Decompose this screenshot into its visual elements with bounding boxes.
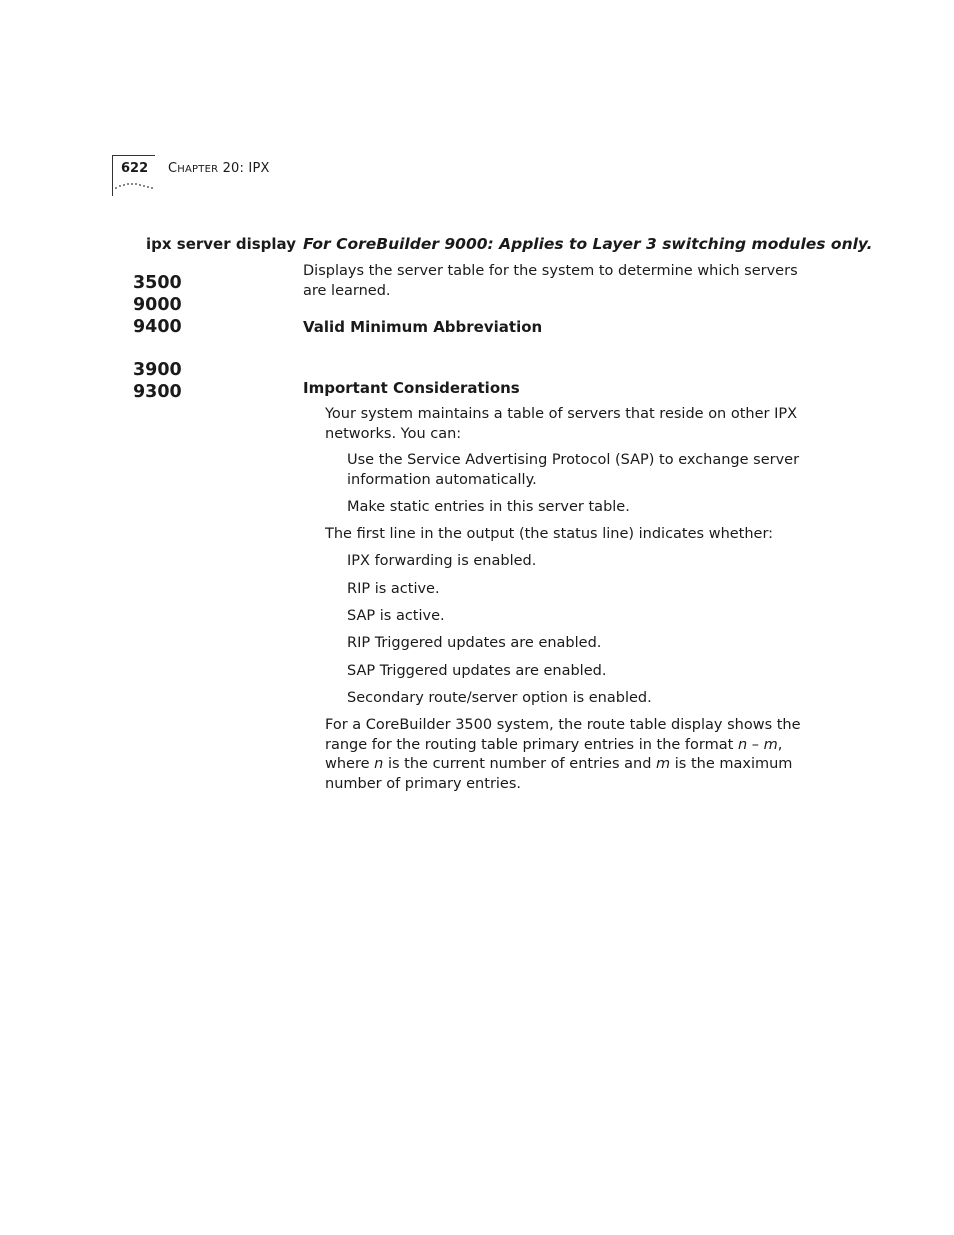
- chapter-title: CHAPTER 20: IPX: [168, 161, 270, 176]
- list-item: Secondary route/server option is enabled.: [347, 690, 652, 706]
- command-name: ipx server display: [146, 235, 296, 253]
- route-table-paragraph: For a CoreBuilder 3500 system, the route table display shows the range for the routing table primary entries in the format n – m, where n is the current number of entries and m is the maximum number of primary entries.: [325, 717, 801, 793]
- platform-3900: 3900: [133, 360, 182, 380]
- list-item: Make static entries in this server table.: [347, 499, 630, 515]
- applies-to-note: For CoreBuilder 9000: Applies to Layer 3 switching modules only.: [303, 235, 873, 253]
- page-number: 622: [121, 161, 149, 176]
- command-description: Displays the server table for the system to determine which servers are learned.: [303, 263, 798, 299]
- list-item: IPX forwarding is enabled.: [347, 553, 537, 569]
- platform-9000: 9000: [133, 295, 182, 315]
- platform-3500: 3500: [133, 273, 182, 293]
- valid-min-abbrev-heading: Valid Minimum Abbreviation: [303, 318, 543, 336]
- header-horizontal-rule: [112, 155, 155, 156]
- list-item: RIP is active.: [347, 581, 440, 597]
- list-item: SAP is active.: [347, 608, 445, 624]
- considerations-intro: Your system maintains a table of servers that reside on other IPX networks. You can:: [325, 406, 798, 442]
- list-item: RIP Triggered updates are enabled.: [347, 635, 602, 651]
- list-item: Use the Service Advertising Protocol (SAP) to exchange server information automatically.: [347, 452, 800, 488]
- platform-9300: 9300: [133, 382, 182, 402]
- status-line-intro: The first line in the output (the status line) indicates whether:: [325, 526, 774, 542]
- important-considerations-heading: Important Considerations: [303, 379, 520, 397]
- header-vertical-rule: [112, 155, 113, 196]
- header-dotted-logo: [114, 181, 156, 191]
- platform-9400: 9400: [133, 317, 182, 337]
- list-item: SAP Triggered updates are enabled.: [347, 663, 607, 679]
- platform-list: [133, 272, 182, 403]
